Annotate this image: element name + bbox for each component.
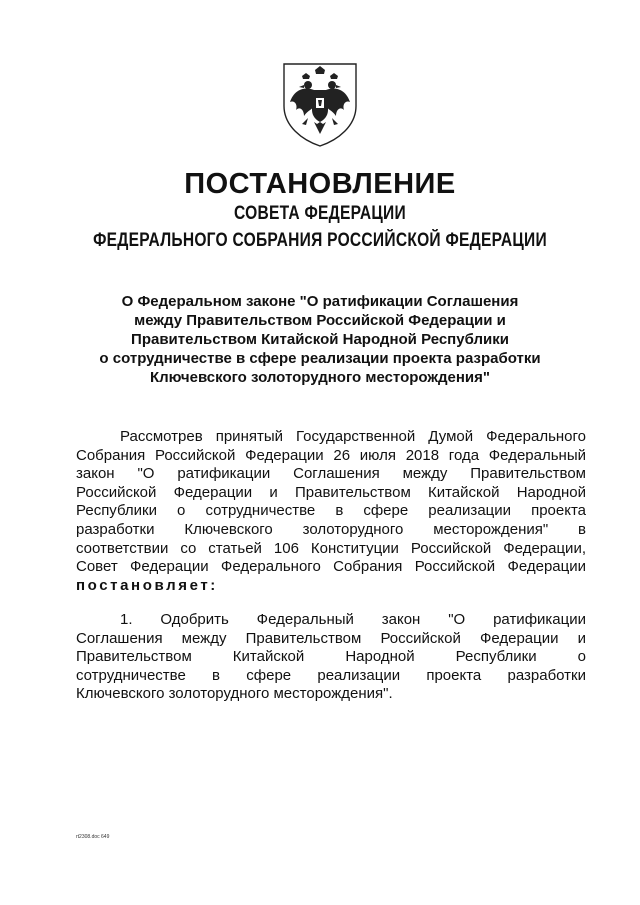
document-title: ПОСТАНОВЛЕНИЕ [184, 168, 456, 200]
subject-line: О Федеральном законе "О ратификации Соглашения [121, 293, 519, 310]
item-line: Правительством Китайской Народной Республики о [76, 648, 586, 666]
preamble-line: Рассмотрев принятый Государственной Думой Федерального [120, 428, 586, 445]
preamble-line: закон "О ратификации Соглашения между Правительством [76, 465, 586, 483]
resolves-word: постановляет: [76, 576, 218, 594]
preamble-line: Собрания Российской Федерации 26 июля 2018 года Федеральный [76, 446, 586, 464]
preamble-line: Совет Федерации Федерального Собрания Российской Федерации [76, 558, 586, 576]
issuer-line-1: СОВЕТА ФЕДЕРАЦИИ [234, 203, 406, 224]
preamble-line: Российской Федерации и Правительством Китайской Народной [76, 483, 586, 501]
preamble-line: Республики о сотрудничестве в сфере реализации проекта [76, 502, 586, 520]
file-reference: rt2308.doc 649 [76, 834, 110, 840]
preamble-line: разработки Ключевского золоторудного месторождения" в [76, 520, 586, 538]
preamble-paragraph [76, 428, 586, 595]
resolution-item-1 [76, 611, 586, 704]
preamble-line: соответствии со статьей 106 Конституции Российской Федерации, [76, 539, 586, 557]
resolution-subject [60, 292, 580, 387]
issuer-line-2: ФЕДЕРАЛЬНОГО СОБРАНИЯ РОССИЙСКОЙ ФЕДЕРАЦИИ [93, 230, 547, 251]
subject-line: Ключевского золоторудного месторождения" [149, 369, 491, 386]
coat-of-arms-emblem [278, 60, 362, 148]
item-line: 1. Одобрить Федеральный закон "О ратификации [120, 611, 586, 628]
subject-line: о сотрудничестве в сфере реализации проекта разработки [99, 350, 541, 367]
subject-line: Правительством Китайской Народной Республики [131, 331, 509, 348]
item-line: Ключевского золоторудного месторождения". [76, 685, 393, 703]
subject-line: между Правительством Российской Федерации и [134, 312, 506, 329]
item-line: Соглашения между Правительством Российской Федерации и [76, 629, 586, 647]
item-line: сотрудничестве в сфере реализации проекта разработки [76, 666, 586, 684]
